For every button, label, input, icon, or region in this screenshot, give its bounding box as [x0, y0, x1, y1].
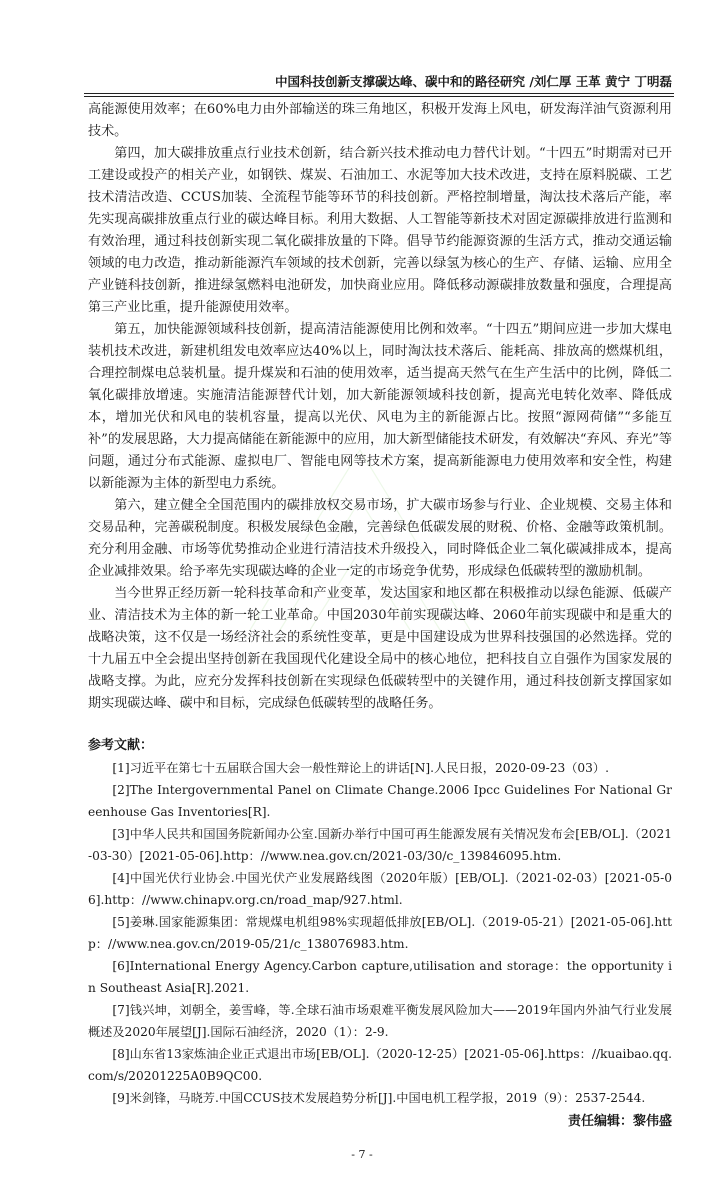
- reference-item: [5]姜琳.国家能源集团：常规煤电机组98%实现超低排放[EB/OL].（2019-05-21）[2021-05-06].http：//www.nea.gov.cn/2019-05/21/c_138076983.htm.: [88, 914, 672, 951]
- reference-item: [6]International Energy Agency.Carbon capture,utilisation and storage：the opportunity in Southeast Asia[R].2021.: [88, 958, 672, 995]
- running-header: 中国科技创新支撑碳达峰、碳中和的路径研究 /刘仁厚 王革 黄宁 丁明磊: [275, 74, 672, 89]
- header-rules: [84, 93, 674, 97]
- reference-item: [7]钱兴坤，刘朝全，姜雪峰，等.全球石油市场艰难平衡发展风险加大——2019年国内外油气行业发展概述及2020年展望[J].国际石油经济，2020（1）：2-9.: [88, 1002, 672, 1039]
- reference-item: [4]中国光伏行业协会.中国光伏产业发展路线图（2020年版）[EB/OL].（2021-02-03）[2021-05-06].http：//www.chinapv.org.cn/road_map/927.html.: [88, 870, 672, 907]
- reference-item: [2]The Intergovernmental Panel on Climate Change.2006 Ipcc Guidelines For National Greenhouse Gas Inventories[R].: [88, 782, 672, 819]
- paragraph: 高能源使用效率；在60%电力由外部输送的珠三角地区，积极开发海上风电，研发海洋油气资源利用技术。: [88, 101, 672, 139]
- header-rule-thick: [84, 93, 674, 94]
- reference-item: [8]山东省13家炼油企业正式退出市场[EB/OL].（2020-12-25）[2021-05-06].https：//kuaibao.qq.com/s/20201225A0B9QC00.: [88, 1046, 672, 1083]
- paragraph: 第六，建立健全全国范围内的碳排放权交易市场，扩大碳市场参与行业、企业规模、交易主体和交易品种，完善碳税制度。积极发展绿色金融，完善绿色低碳发展的财税、价格、金融等政策机制。充分利用金融、市场等优势推动企业进行清洁技术升级投入，同时降低企业二氧化碳减排成本，提高企业减排效果。给予率先实现碳达峰的企业一定的市场竞争优势，形成绿色低碳转型的激励机制。: [88, 497, 672, 579]
- reference-item: [9]米剑锋，马晓芳.中国CCUS技术发展趋势分析[J].中国电机工程学报，2019（9）：2537-2544.: [112, 1090, 646, 1105]
- paragraph: 当今世界正经历新一轮科技革命和产业变革，发达国家和地区都在积极推动以绿色能源、低碳产业、清洁技术为主体的新一轮工业革命。中国2030年前实现碳达峰、2060年前实现碳中和是重大的战略决策，这不仅是一场经济社会的系统性变革，更是中国建设成为世界科技强国的必然选择。党的十九届五中全会提出坚持创新在我国现代化建设全局中的核心地位，把科技自立自强作为国家发展的战略支撑。为此，应充分发挥科技创新在实现绿色低碳转型中的关键作用，通过科技创新支撑国家如期实现碳达峰、碳中和目标，完成绿色低碳转型的战略任务。: [88, 585, 672, 711]
- paragraph: 第五，加快能源领域科技创新，提高清洁能源使用比例和效率。“十四五”期间应进一步加大煤电装机技术改进，新建机组发电效率应达40%以上，同时淘汰技术落后、能耗高、排放高的燃煤机组，合理控制煤电总装机量。提升煤炭和石油的使用效率，适当提高天然气在生产生活中的比例，降低二氧化碳排放增速。实施清洁能源替代计划，加大新能源领域科技创新，提高光电转化效率、降低成本，增加光伏和风电的装机容量，提高以光伏、风电为主的新能源占比。按照“源网荷储”“多能互补”的发展思路，大力提高储能在新能源中的应用，加大新型储能技术研发，有效解决“弃风、弃光”等问题，通过分布式能源、虚拟电厂、智能电网等技术方案，提高新能源电力使用效率和安全性，构建以新能源为主体的新型电力系统。: [88, 321, 672, 491]
- paragraph: 第四，加大碳排放重点行业技术创新，结合新兴技术推动电力替代计划。“十四五”时期需对已开工建设或投产的相关产业，如钢铁、煤炭、石油加工、水泥等加大技术改进，支持在原料脱碳、工艺技术清洁改造、CCUS加装、全流程节能等环节的科技创新。严格控制增量，淘汰技术落后产能，率先实现高碳排放重点行业的碳达峰目标。利用大数据、人工智能等新技术对固定源碳排放进行监测和有效治理，通过科技创新实现二氧化碳排放量的下降。倡导节约能源资源的生活方式，推动交通运输领域的电力改造，推动新能源汽车领域的技术创新，完善以绿氢为核心的生产、存储、运输、应用全产业链科技创新，推进绿氢燃料电池研发，加快商业应用。降低移动源碳排放数量和强度，合理提高第三产业比重，提升能源使用效率。: [88, 145, 672, 315]
- header-rule-thin: [84, 96, 674, 97]
- page-number: - 7 -: [351, 1147, 373, 1161]
- article-body: [88, 99, 672, 715]
- reference-item: [3]中华人民共和国国务院新闻办公室.国新办举行中国可再生能源发展有关情况发布会[EB/OL].（2021-03-30）[2021-05-06].http：//www.nea.gov.cn/2021-03/30/c_139846095.htm.: [88, 826, 672, 863]
- references-list: [88, 757, 672, 1109]
- references-heading: 参考文献：: [88, 737, 154, 753]
- responsible-editor: 责任编辑：黎伟盛: [567, 1113, 672, 1129]
- reference-item: [1]习近平在第七十五届联合国大会一般性辩论上的讲话[N].人民日报，2020-09-23（03）.: [112, 760, 609, 775]
